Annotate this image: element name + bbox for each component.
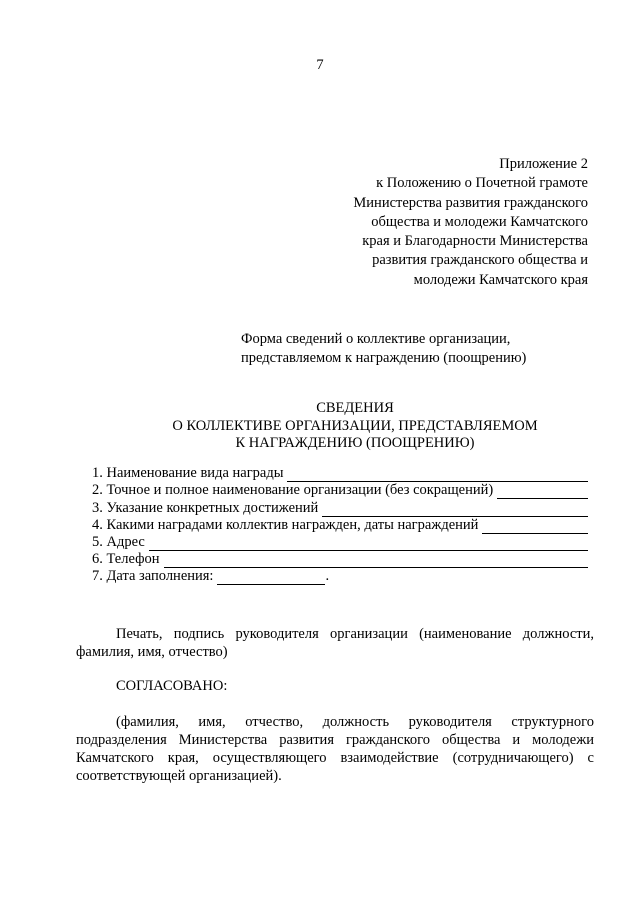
field-fill-date [92,568,588,585]
appendix-line: края и Благодарности Министерства [362,233,588,250]
form-caption [241,330,526,368]
field-label: 6. Телефон [92,551,160,568]
signature-note [76,625,594,661]
field-organization-name [92,482,588,499]
field-label: 5. Адрес [92,533,145,550]
field-label: 3. Указание конкретных достижений [92,499,319,516]
field-achievements [92,499,588,516]
field-label: 4. Какими наградами коллектив награжден, даты награждений [92,516,479,533]
field-label: 1. Наименование вида награды [92,465,284,482]
page-number: 7 [316,57,324,73]
fill-line[interactable] [287,468,588,482]
appendix-line: общества и молодежи Камчатского [371,213,588,230]
form-caption-line: представляемом к награждению (поощрению) [241,350,527,366]
fill-line[interactable] [322,503,588,517]
appendix-line: к Положению о Почетной грамоте [376,175,588,192]
field-previous-awards [92,517,588,534]
form-caption-line: Форма сведений о коллективе организации, [241,331,511,347]
agreed-note-text: (фамилия, имя, отчество, должность руководителя структурного подразделения Министерства развития гражданского общества и молодежи Камчатского края, осуществляющего взаимодействие (сотрудничающего) с соответствующей организацией). [76,714,594,784]
heading-line: СВЕДЕНИЯ [316,400,394,416]
fill-line[interactable] [482,520,588,534]
appendix-line: молодежи Камчатского края [413,271,588,288]
heading-line: О КОЛЛЕКТИВЕ ОРГАНИЗАЦИИ, ПРЕДСТАВЛЯЕМОМ [172,417,538,434]
field-award-type [92,465,588,482]
fill-line[interactable] [164,554,589,568]
document-heading [0,400,640,453]
field-label: 2. Точное и полное наименование организации (без сокращений) [92,482,494,499]
fill-line[interactable] [149,537,588,551]
field-address [92,534,588,551]
appendix-line: развития гражданского общества и [372,252,588,269]
agreed-label: СОГЛАСОВАНО: [116,678,228,694]
appendix-block [353,155,588,290]
fill-line[interactable] [497,485,588,499]
date-fill-line[interactable] [217,571,325,585]
agreed-note [76,713,594,785]
signature-note-text: Печать, подпись руководителя организации (наименование должности, фамилия, имя, отчество) [76,626,594,660]
field-label: 7. Дата заполнения: [92,568,214,585]
appendix-line: Министерства развития гражданского [353,194,588,211]
appendix-line: Приложение 2 [499,156,588,172]
heading-line: К НАГРАЖДЕНИЮ (ПООЩРЕНИЮ) [235,435,475,451]
form-fields [92,465,588,585]
field-phone [92,551,588,568]
field-suffix: . [325,568,330,585]
